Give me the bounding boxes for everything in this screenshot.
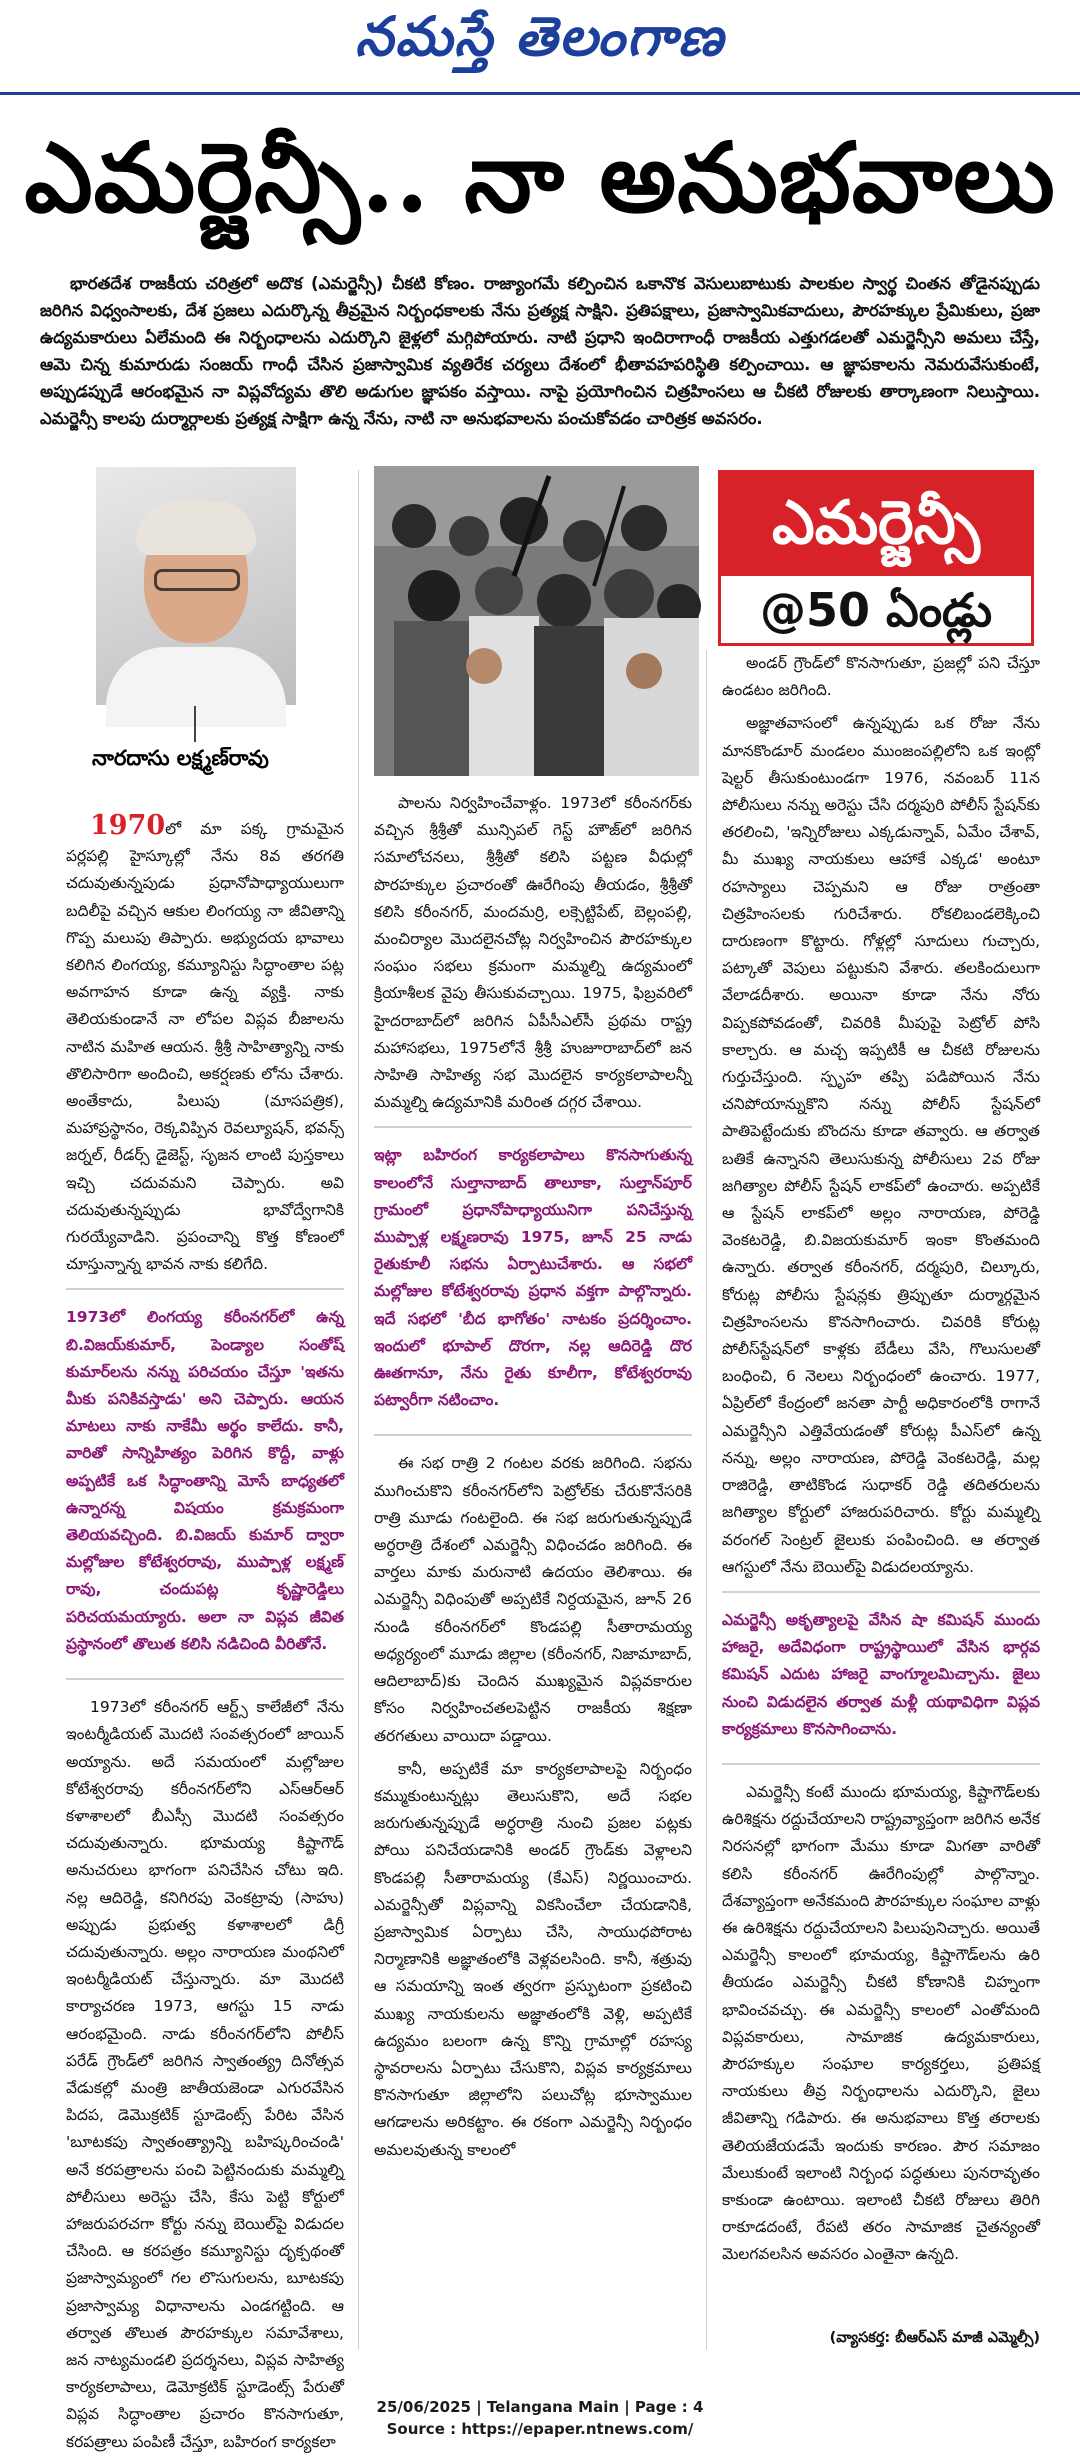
masthead: [0, 0, 1080, 96]
paragraph: [66, 812, 344, 1278]
author-photo-shirt: [106, 647, 286, 727]
emergency-50-banner: [718, 470, 1034, 645]
paragraph-text: అండర్ గ్రౌండ్‌లో కొనసాగుతూ, ప్రజల్లో పని చేస్తూ ఉండటం జరిగింది.: [722, 654, 1040, 700]
author-photo: [96, 467, 296, 705]
paragraph-text: ఈ సభ రాత్రి 2 గంటల వరకు జరిగింది. సభను ముగించుకొని కరీంనగర్‌లోని పెట్రోల్‌కు చేరుకొనేసరికి రాత్రి మూడు గంటలైంది. ఈ సభ జరుగుతున్నప్పుడే అర్ధరాత్రి దేశంలో ఎమర్జెన్సీ విధించడం జరిగింది. ఈ వార్తలు మాకు మరునాటి ఉదయం తెలిశాయి. ఈ ఎమర్జెన్సీ విధింపుతో అప్పటికే నిర్దయమైన, జూన్ 26 నుండి కరీంనగర్‌లో కొండపల్లి సీతారామయ్య అధ్యర్యంలో మూడు జిల్లాల (కరీంనగర్, నిజామాబాద్, ఆదిలాబాద్)కు చెందిన ముఖ్యమైన విప్లవకారుల కోసం నిర్వహించతలపెట్టిన రాజకీయ శిక్షణా తరగతులు వాయిదా పడ్డాయి.: [374, 1454, 692, 1745]
article-column-3: [722, 650, 1040, 2360]
author-byline: నారదాసు లక్ష్మణ్‌రావు: [92, 746, 269, 770]
highlight-box: [374, 1126, 692, 1436]
banner-top: [718, 470, 1034, 576]
paragraph-text: 1973లో కరీంనగర్ ఆర్ట్స్ కాలేజీలో నేను ఇంటర్మీడియట్ మొదటి సంవత్సరంలో జాయిన్ అయ్యాను. అదే సమయంలో మల్లోజుల కోటేశ్వరరావు కరీంనగర్‌లోని ఎస్‌ఆర్‌ఆర్ కళాశాలలో బీఎస్సీ మొదటి సంవత్సరం చదువుతున్నారు. భూమయ్య కిష్టాగౌడ్ అనుచరులు భాగంగా పనిచేసిన చోటు ఇది. నల్ల ఆదిరెడ్డి, కనిగిరపు వెంకట్రావు (సాహు) అప్పుడు ప్రభుత్వ కళాశాలలో డిగ్రీ చదువుతున్నారు. అల్లం నారాయణ మంథనిలో ఇంటర్మీడియట్ చేస్తున్నారు. మా మొదటి కార్యాచరణ 1973, ఆగస్టు 15 నాడు ఆరంభమైంది. నాడు కరీంనగర్‌లోని పోలీస్ పరేడ్ గ్రౌండ్‌లో జరిగిన స్వాతంత్య్ర దినోత్సవ వేడుకల్లో మంత్రి జాతీయజెండా ఎగురవేసిన పిదప, డెమొక్రటిక్ స్టూడెంట్స్ పేరిట వేసిన 'బూటకపు స్వాతంత్య్రాన్ని బహిష్కరించండి' అనే కరపత్రాలను పంచి పెట్టినందుకు మమ్మల్ని పోలీసులు అరెస్టు చేసి, కేసు పెట్టి కోర్టులో హాజరుపరచగా కోర్టు నన్ను బెయిల్‌పై విడుదల చేసింది. ఆ కరపత్రం కమ్యూనిస్టు దృక్పథంతో ప్రజాస్వామ్యంలో గల లొసుగులను, బూటకపు ప్రజాస్వామ్య విధానాలను ఎండగట్టింది. ఆ తర్వాత తొలుత పౌరహక్కుల సమావేశాలు, జన నాట్యమండలి ప్రదర్శనలు, విప్లవ సాహిత్య కార్యకలాపాలు, డెమోక్రటిక్ స్టూడెంట్స్ పేరుతో విప్లవ సిద్ధాంతాల ప్రచారం కొనసాగుతూ, కరపత్రాలు పంపిణీ చేస్తూ, బహిరంగ కార్యకలా: [66, 1698, 344, 2451]
article-column-2: [374, 790, 692, 2360]
banner-subtitle: @50 ఏండ్లు: [759, 583, 992, 637]
author-photo-glasses: [154, 569, 240, 591]
paragraph-text: అజ్ఞాతవాసంలో ఉన్నప్పుడు ఒక రోజు నేను మానకొండూర్ మండలం ముంజంపల్లిలోని ఒక ఇంట్లో షెల్టర్ తీసుకుంటుండగా 1976, నవంబర్ 11న పోలీసులు నన్ను అరెస్టు చేసి దర్మపురి పోలీస్ స్టేషన్‌కు తరలించి, 'ఇన్నిరోజులు ఎక్కడున్నావ్, ఏమేం చేశావ్, మీ ముఖ్య నాయకులు ఆహాకే ఎక్కడ' అంటూ రహస్యాలు చెప్పమని ఆ రోజు రాత్రంతా చిత్రహింసలకు గురిచేశారు. రోకలిబండలెక్కించి దారుణంగా కొట్టారు. గోళ్లల్లో సూదులు గుచ్చారు, పట్కాతో వెపులు పట్టుకుని వేశారు. తలకిందులుగా వేలాడదీశారు. అయినా కూడా నేను నోరు విప్పకపోవడంతో, చివరికి మీపుపై పెట్రోల్ పోసి కాల్చారు. ఆ మచ్చ ఇప్పటికీ ఆ చీకటి రోజులను గుర్తుచేస్తుంది. స్పృహ తప్పి పడిపోయిన నేను చనిపోయాన్నుకొని నన్ను పోలీస్ స్టేషన్‌లో పాతిపెట్టేందుకు బొందను కూడా తవ్వారు. ఆ తర్వాత బతికే ఉన్నానని తెలుసుకున్న పోలీసులు 2వ రోజు జగిత్యాల పోలీస్ స్టేషన్ లాకప్‌లో ఉంచారు. అప్పటికే ఆ స్టేషన్ లాకప్‌లో అల్లం నారాయణ, పోరెడ్డి వెంకటరెడ్డి, బి.విజయకుమార్ ఇంకా కొంతమంది ఉన్నారు. తర్వాత కరీంనగర్, దర్మపురి, చిల్కూరు, కోరుట్ల పోలీసు స్టేషన్లకు త్రిప్పుతూ దుర్మార్గమైన చిత్రహింసలను కొనసాగించారు. చివరికి కోరుట్ల పోలీస్‌స్టేషన్‌లో కాళ్లకు బేడీలు వేసి, గొలుసులతో బంధించి, 6 నెలలు నిర్బంధంలో ఉంచారు. 1977, ఏప్రిల్‌లో కేంద్రంలో జనతా పార్టీ అధికారంలోకి రాగానే ఎమర్జెన్సీని ఎత్తివేయడంతో కోరుట్ల పీఎస్‌లో ఉన్న నన్ను, అల్లం నారాయణ, పోరెడ్డి వెంకటరెడ్డి, మల్ల రాజిరెడ్డి, తాటికొండ సుధాకర్ రెడ్డి తదితరులను జగిత్యాల కోర్టులో హాజరుపరిచారు. కోర్టు మమ్మల్ని వరంగల్ సెంట్రల్ జైలుకు పంపించింది. ఆ తర్వాత ఆగస్టులో నేను బెయిల్‌పై విడుదలయ్యాను.: [722, 714, 1040, 1576]
paragraph-text: కానీ, అప్పటికే మా కార్యకలాపాలపై నిర్బంధం కమ్ముకుంటున్నట్లు తెలుసుకొని, అదే సభల జరుగుతున్నప్పుడే అర్ధరాత్రి నుంచి ప్రజల పట్లకు పోయి పనిచేయడానికి అండర్ గ్రౌండ్‌కు వెళ్లాలని కొండపల్లి సీతారామయ్య (కేఎస్) నిర్ణయించారు. ఎమర్జెన్సీతో విప్లవాన్ని వికసించేలా చేయడానికి, ప్రజాస్వామిక ఏర్పాటు చేసి, సాయుధపోరాట నిర్మాణానికి అజ్ఞాతంలోకి వెళ్లవలసింది. కానీ, శత్రువు ఆ సమయాన్ని ఇంత త్వరగా ప్రస్ఫుటంగా ప్రకటించి ముఖ్య నాయకులను అజ్ఞాతంలోకి వెళ్లి, అప్పటికే ఉద్యమం బలంగా ఉన్న కొన్ని గ్రామాల్లో రహస్య స్థావరాలను ఏర్పాటు చేసుకొని, విప్లవ కార్యక్రమాలు కొనసాగుతూ జిల్లాలోని పలుచోట్ల భూస్వాముల ఆగడాలను అరికట్టాం. ఈ రకంగా ఎమర్జెన్సీ నిర్బంధం అమలవుతున్న కాలంలో: [374, 1759, 692, 2159]
paragraph-text: లో మా పక్క గ్రామమైన పర్లపల్లి హైస్కూల్లో నేను 8వ తరగతి చదువుతున్నపుడు ప్రధానోపాధ్యాయులుగా బదిలీపై వచ్చిన ఆకుల లింగయ్య నా జీవితాన్ని గొప్ప మలుపు తిప్పారు. అభ్యుదయ భావాలు కలిగిన లింగయ్య, కమ్యూనిస్టు సిద్ధాంతాల పట్ల అవగాహన కూడా ఉన్న వ్యక్తి. నాకు తెలియకుండానే నా లోపల విప్లవ బీజాలను నాటిన మహిత ఆయన. శ్రీశ్రీ సాహిత్యాన్ని నాకు తొలిసారిగా అందించి, అకర్షణకు లోను చేశారు. అంతేకాదు, పిలుపు (మాసపత్రిక), మహాప్రస్థానం, రెక్కవిప్పిన రెవల్యూషన్, భవన్స్ జర్నల్, రీడర్స్ డైజెస్ట్, సృజన లాంటి పుస్తకాలు ఇచ్చి చదువమని చెప్పారు. అవి చదువుతున్నప్పుడు భావోద్వేగానికి గురయ్యేవాడిని. ప్రపంచాన్ని కొత్త కోణంలో చూస్తున్నాన్న భావన నాకు కలిగేది.: [66, 820, 344, 1274]
intro-text: భారతదేశ రాజకీయ చరిత్రలో అదొక (ఎమర్జెన్సీ) చీకటి కోణం. రాజ్యాంగమే కల్పించిన ఒకానొక వెసులుబాటుకు పాలకుల స్వార్థ చింతన తోడైనప్పుడు జరిగిన విధ్వంసాలకు, దేశ ప్రజలు ఎదుర్కొన్న తీవ్రమైన నిర్బంధకాలకు నేను ప్రత్యక్ష సాక్షిని. ప్రతిపక్షాలు, ప్రజాస్వామికవాదులు, పౌరహక్కుల ప్రేమికులు, ప్రజా ఉద్యమకారులు ఏలేమంది ఈ నిర్బంధాలను ఎదుర్కొని జైళ్లలో మగ్గిపోయారు. నాటి ప్రధాని ఇందిరాగాంధీ రాజకీయ ఎత్తుగడలతో ఎమర్జెన్సీని అమలు చేస్తే, ఆమె చిన్న కుమారుడు సంజయ్ గాంధీ చేసిన ప్రజాస్వామిక వ్యతిరేక చర్యలు దేశంలో భీతావహపరిస్థితి కల్పించాయి. ఆ జ్ఞాపకాలను నెమరువేసుకుంటే, అప్పుడప్పుడే ఆరంభమైన నా విప్లవోద్యమ తొలి అడుగుల జ్ఞాపకం వస్తాయి. నాపై ప్రయోగించిన చిత్రహింసలు ఆ చీకటి రోజులకు తార్కాణంగా నిలుస్తాయి. ఎమర్జెన్సీ కాలపు దుర్మార్గాలకు ప్రత్యక్ష సాక్షిగా ఉన్న నేను, నాటి నా అనుభవాలను పంచుకోవడం చారిత్రక అవసరం.: [40, 274, 1040, 428]
highlight-box: [66, 1288, 344, 1680]
article-column-1: [66, 810, 344, 2451]
footer-edition-info: 25/06/2025 | Telangana Main | Page : 4: [376, 2398, 704, 2416]
headline: [0, 108, 1080, 248]
article-intro: [40, 270, 1040, 432]
newspaper-logo: నమస్తే తెలంగాణ: [355, 4, 725, 68]
banner-title: ఎమర్జెన్సీ: [772, 488, 980, 558]
highlight-box: [722, 1591, 1040, 1765]
highlight-text: ఇట్లా బహిరంగ కార్యకలాపాలు కొనసాగుతున్న కాలంలోనే సుల్తానాబాద్ తాలూకా, సుల్తాన్‌పూర్ గ్రామంలో ప్రధానోపాధ్యాయునిగా పనిచేస్తున్న ముప్పాళ్ల లక్ష్మణరావు 1975, జూన్ 25 నాడు రైతుకూలీ సభను ఏర్పాటుచేశారు. ఆ సభలో మల్లోజుల కోటేశ్వరరావు ప్రధాన వక్తగా పాల్గొన్నారు. ఇదే సభలో 'బీద భాగోతం' నాటకం ప్రదర్శించాం. ఇందులో భూపాల్ దొరగా, నల్ల ఆదిరెడ్డి దొర ఊతగానూ, నేను రైతు కూలీగా, కోటేశ్వరరావు పట్వారీగా నటించాం.: [374, 1146, 692, 1410]
dropcap-year: 1970: [90, 810, 166, 841]
archive-crowd-photo: [374, 466, 699, 776]
masthead-rule: [0, 92, 1080, 95]
highlight-text: ఎమర్జెన్సీ అకృత్యాలపై వేసిన షా కమిషన్ ముందు హాజరై, అదేవిధంగా రాష్ట్రస్థాయిలో వేసిన భార్గవ కమిషన్ ఎదుట హాజరై వాంగ్మూలమిచ్చాను. జైలు నుంచి విడుదలైన తర్వాత మళ్లీ యథావిధిగా విప్లవ కార్యక్రమాలు కొనసాగించాను.: [722, 1610, 1040, 1738]
author-photo-hair: [136, 501, 256, 555]
highlight-text: 1973లో లింగయ్య కరీంనగర్‌లో ఉన్న బి.విజయ్‌కుమార్, పెండ్యాల సంతోష్ కుమార్‌లను నన్ను పరిచయం చేస్తూ 'ఇతను మీకు పనికివస్తాడు' అని చెప్పారు. ఆయన మాటలు నాకు నాకేమీ అర్థం కాలేదు. కానీ, వారితో సాన్నిహిత్యం పెరిగిన కొద్దీ, వాళ్లు అప్పటికే ఒక సిద్ధాంతాన్ని మోసే బాధ్యతలో ఉన్నారన్న విషయం క్రమక్రమంగా తెలియవచ్చింది. బి.విజయ్ కుమార్ ద్వారా మల్లోజుల కోటేశ్వరరావు, ముప్పాళ్ల లక్ష్మణ్ రావు, చందుపట్ల కృష్ణారెడ్డిలు పరిచయమయ్యారు. అలా నా విప్లవ జీవిత ప్రస్థానంలో తొలుత కలిసి నడిచింది వీరితోనే.: [66, 1308, 344, 1653]
footer-source-link[interactable]: Source : https://epaper.ntnews.com/: [386, 2420, 694, 2438]
page-footer: [0, 2396, 1080, 2440]
crowd-photo-graphic: [374, 466, 699, 776]
banner-bottom: [718, 576, 1034, 646]
column-divider: [358, 470, 359, 2350]
paragraph-text: పాలను నిర్వహించేవాళ్లం. 1973లో కరీంనగర్‌కు వచ్చిన శ్రీశ్రీతో మున్సిపల్ గెస్ట్ హౌజ్‌లో జరిగిన సమాలోచనలు, శ్రీశ్రీతో కలిసి పట్టణ వీధుల్లో పొరహక్కుల ప్రచారంతో ఊరేగింపు తీయడం, శ్రీశ్రీతో కలిసి కరీంనగర్, మందమర్రి, లక్సెట్టిపేట్, బెల్లంపల్లి, మంచిర్యాల మొదలైనచోట్ల నిర్వహించిన పౌరహక్కుల సంఘం సభలు క్రమంగా మమ్మల్ని ఉద్యమంలో క్రియాశీలక వైపు తీసుకువచ్చాయి. 1975, ఫిబ్రవరిలో హైదరాబాద్‌లో జరిగిన ఏపీసీఎల్‌సీ ప్రథమ రాష్ట్ర మహాసభలు, 1975లోనే శ్రీశ్రీ హుజూరాబాద్‌లో జన సాహితి సాహిత్య సభ మొదలైన కార్యకలాపాలన్నీ మమ్మల్ని ఉద్యమానికి మరింత దగ్గర చేశాయి.: [374, 794, 692, 1112]
byline-marker: [194, 706, 196, 742]
column-divider: [706, 650, 707, 2350]
article-headline: ఎమర్జెన్సీ.. నా అనుభవాలు: [24, 121, 1056, 234]
author-designation: (వ్యాసకర్త: బీఆర్‌ఎస్ మాజీ ఎమ్మెల్సీ): [829, 2330, 1040, 2346]
paragraph-text: ఎమర్జెన్సీ కంటే ముందు భూమయ్య, కిష్టాగౌడ్‌లకు ఉరిశిక్షను రద్దుచేయాలని రాష్ట్రవ్యాప్తంగా జరిగిన అనేక నిరసనల్లో భాగంగా మేము కూడా మిగతా వారితో కలిసి కరీంనగర్ ఊరేగింపుల్లో పాల్గొన్నాం. దేశవ్యాప్తంగా అనేకమంది పౌరహక్కుల సంఘాల వాళ్లు ఈ ఉరిశిక్షను రద్దుచేయాలని పిలుపునిచ్చారు. అయితే ఎమర్జెన్సీ కాలంలో భూమయ్య, కిష్టాగౌడ్‌లను ఉరి తీయడం ఎమర్జెన్సీ చీకటి కోణానికి చిహ్నంగా భావించవచ్చు. ఈ ఎమర్జెన్సీ కాలంలో ఎంతోమంది విప్లవకారులు, సామాజిక ఉద్యమకారులు, పౌరహక్కుల సంఘాల కార్యకర్తలు, ప్రతిపక్ష నాయకులు తీవ్ర నిర్బంధాలను ఎదుర్కొని, జైలు జీవితాన్ని గడిపారు. ఈ అనుభవాలు కొత్త తరాలకు తెలియజేయడమే ఇందుకు కారణం. పౌర సమాజం మేలుకుంటే ఇలాంటి నిర్బంధ పద్ధతులు పునరావృతం కాకుండా ఉంటాయి. ఇలాంటి చీకటి రోజులు తిరిగి రాకూడదంటే, రేపటి తరం సామాజిక చైతన్యంతో మెలగవలసిన అవసరం ఎంతైనా ఉన్నది.: [722, 1782, 1040, 2264]
